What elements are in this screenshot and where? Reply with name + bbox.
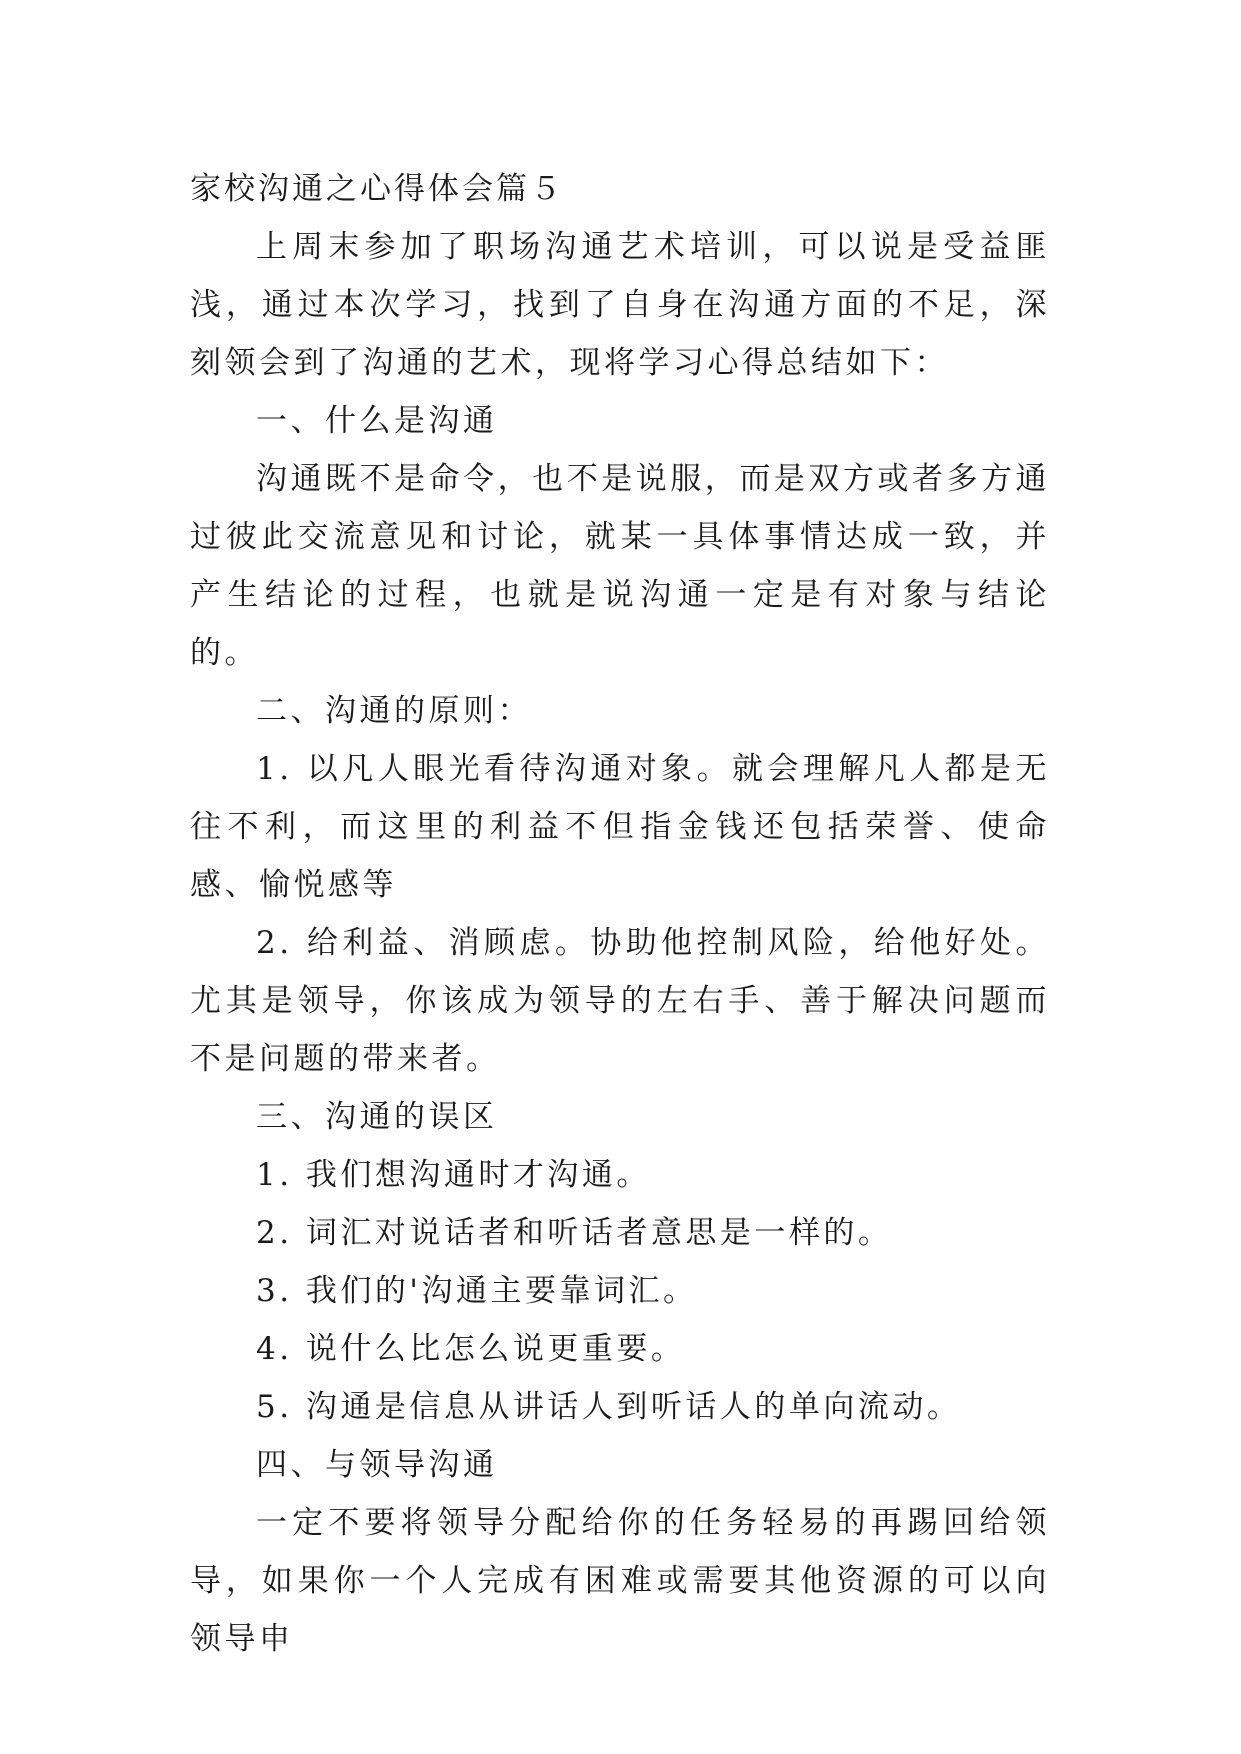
section-heading-1: 一、什么是沟通 (256, 403, 498, 439)
misconception-item-3: 3. 我们的'沟通主要靠词汇。 (256, 1273, 698, 1309)
misconception-item-1: 1. 我们想沟通时才沟通。 (256, 1157, 651, 1193)
section-heading-3: 三、沟通的误区 (256, 1099, 498, 1135)
principle-item-2: 2. 给利益、消顾虑。协助他控制风险，给他好处。尤其是领导，你该成为领导的左右手、善于解决问题而不是问题的带来者。 (190, 925, 1050, 1077)
paragraph-intro: 上周末参加了职场沟通艺术培训，可以说是受益匪浅，通过本次学习，找到了自身在沟通方面的不足，深刻领会到了沟通的艺术，现将学习心得总结如下： (190, 229, 1050, 381)
misconception-item-4: 4. 说什么比怎么说更重要。 (256, 1331, 686, 1367)
misconception-item-2: 2. 词汇对说话者和听话者意思是一样的。 (256, 1215, 893, 1251)
paragraph-leadership: 一定不要将领导分配给你的任务轻易的再踢回给领导，如果你一个人完成有困难或需要其他资源的可以向领导申 (190, 1505, 1050, 1657)
paragraph-definition: 沟通既不是命令，也不是说服，而是双方或者多方通过彼此交流意见和讨论，就某一具体事情达成一致，并产生结论的过程，也就是说沟通一定是有对象与结论的。 (190, 461, 1050, 671)
section-heading-4: 四、与领导沟通 (256, 1447, 498, 1483)
principle-item-1: 1. 以凡人眼光看待沟通对象。就会理解凡人都是无往不利，而这里的利益不但指金钱还包括荣誉、使命感、愉悦感等 (190, 751, 1050, 903)
document-title: 家校沟通之心得体会篇５ (190, 171, 564, 207)
misconception-item-5: 5. 沟通是信息从讲话人到听话人的单向流动。 (256, 1389, 962, 1425)
section-heading-2: 二、沟通的原则： (256, 693, 532, 729)
document-body (190, 160, 1050, 1668)
